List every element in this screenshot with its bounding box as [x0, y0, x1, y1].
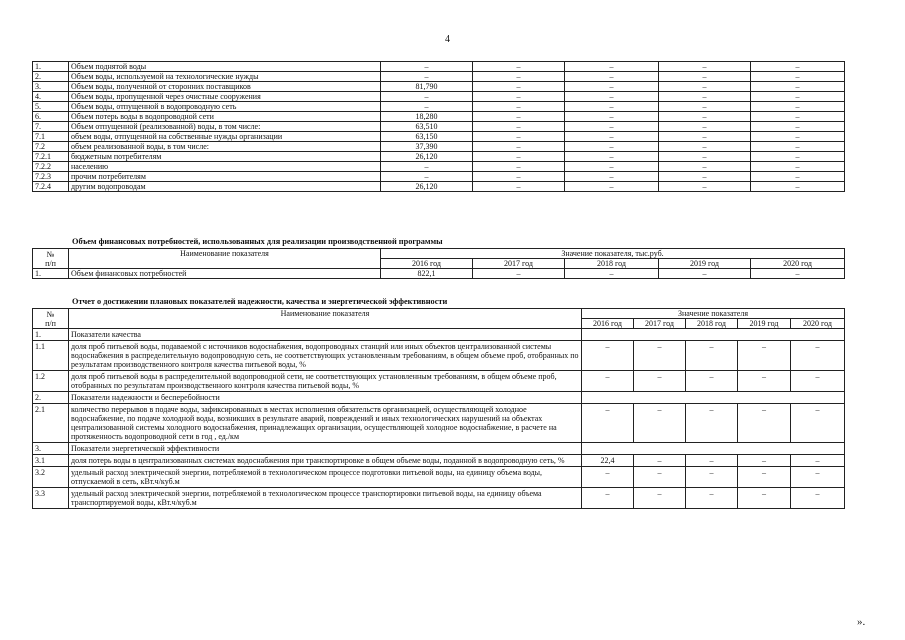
water-row	[33, 152, 845, 162]
water-row	[33, 102, 845, 112]
indicator-name: Объем воды, пропущенной через очистные сооружения	[69, 92, 381, 102]
indicators-table	[32, 308, 845, 509]
indicator-name: Показатели качества	[69, 329, 582, 341]
indicator-name: доля проб питьевой воды в распределительной водопроводной сети, не соответствующих установленным требованиям, в общем объеме проб, отобранных по результатам производственного контроля качества питьевой воды, %	[69, 371, 582, 392]
indicator-value: –	[565, 82, 659, 92]
indicator-value: –	[565, 92, 659, 102]
indicator-value: –	[565, 102, 659, 112]
indicator-value: –	[791, 467, 845, 488]
indicator-value: –	[582, 467, 634, 488]
water-row	[33, 182, 845, 192]
indicator-name: количество перерывов в подаче воды, зафиксированных в местах исполнения обязательств организацией, осуществляющей холодное водоснабжение, по подаче холодной воды, возникших в результате аварий, повреждений и иных технологических нарушений на объектах централизованной системы холодного водоснабжения, принадлежащих организации, осуществляющей холодное водоснабжение, в расчете на протяженность водопроводной сети в год , ед./км	[69, 404, 582, 443]
indicator-value: –	[473, 122, 565, 132]
indicator-value: –	[738, 455, 791, 467]
indicator-value: –	[565, 142, 659, 152]
year-header: 2020 год	[751, 259, 845, 269]
year-header: 2018 год	[686, 319, 738, 329]
indicator-row	[33, 467, 845, 488]
year-header: 2016 год	[582, 319, 634, 329]
indicator-value: –	[381, 72, 473, 82]
indicator-value: –	[381, 102, 473, 112]
indicator-value: 63,150	[381, 132, 473, 142]
indicator-value: –	[659, 172, 751, 182]
indicator-name: Объем поднятой воды	[69, 62, 381, 72]
indicator-value: –	[659, 82, 751, 92]
year-header: 2020 год	[791, 319, 845, 329]
indicator-value: –	[738, 488, 791, 509]
indicator-value: –	[751, 82, 845, 92]
row-number: 3.	[33, 443, 69, 455]
indicator-name: Объем отпущенной (реализованной) воды, в том числе:	[69, 122, 381, 132]
indicator-value: –	[565, 172, 659, 182]
indicator-value: –	[473, 62, 565, 72]
indicators-header-value: Значение показателя	[582, 309, 845, 319]
indicator-value: –	[582, 371, 634, 392]
indicator-value: –	[659, 92, 751, 102]
indicator-value: 26,120	[381, 182, 473, 192]
indicator-value: –	[738, 467, 791, 488]
indicator-value: –	[751, 92, 845, 102]
row-number: 3.2	[33, 467, 69, 488]
year-header: 2018 год	[565, 259, 659, 269]
indicator-value: –	[473, 142, 565, 152]
indicators-header-name: Наименование показателя	[69, 309, 582, 329]
finance-header-value: Значение показателя, тыс.руб.	[381, 249, 845, 259]
indicator-value: –	[473, 182, 565, 192]
indicator-value: –	[751, 152, 845, 162]
indicator-name: Объем финансовых потребностей	[69, 269, 381, 279]
indicator-value: –	[659, 112, 751, 122]
indicator-value: –	[791, 341, 845, 371]
indicator-value: –	[686, 467, 738, 488]
indicator-value: –	[751, 172, 845, 182]
indicator-name: Объем потерь воды в водопроводной сети	[69, 112, 381, 122]
indicator-value: –	[686, 488, 738, 509]
row-number: 4.	[33, 92, 69, 102]
indicator-value: –	[791, 455, 845, 467]
year-header: 2019 год	[738, 319, 791, 329]
indicator-value: –	[659, 269, 751, 279]
indicator-name: Объем воды, отпущенной в водопроводную сеть	[69, 102, 381, 112]
indicator-value: –	[751, 112, 845, 122]
indicator-value: –	[686, 455, 738, 467]
indicator-value: –	[791, 371, 845, 392]
indicator-value: 37,390	[381, 142, 473, 152]
water-row	[33, 112, 845, 122]
row-number: 1.1	[33, 341, 69, 371]
indicator-value: –	[473, 269, 565, 279]
report-section-title: Отчет о достижении плановых показателей надежности, качества и энергетической эффективности	[72, 297, 448, 306]
indicator-value: –	[686, 341, 738, 371]
indicator-value: –	[582, 341, 634, 371]
indicator-value: –	[381, 162, 473, 172]
finance-header-num: № п/п	[33, 249, 69, 269]
indicator-name: бюджетным потребителям	[69, 152, 381, 162]
indicator-value: –	[473, 112, 565, 122]
indicator-value: –	[565, 152, 659, 162]
water-row	[33, 132, 845, 142]
section-empty-cell	[582, 329, 845, 341]
row-number: 2.	[33, 392, 69, 404]
indicator-value: –	[791, 488, 845, 509]
water-row	[33, 142, 845, 152]
year-header: 2019 год	[659, 259, 751, 269]
indicator-value: –	[738, 341, 791, 371]
indicator-value: –	[686, 371, 738, 392]
indicator-value: 63,510	[381, 122, 473, 132]
indicator-value: –	[565, 112, 659, 122]
indicator-name: удельный расход электрической энергии, потребляемой в технологическом процессе подготовки питьевой воды, на единицу объема воды, отпускаемой в сеть, кВт.ч/куб.м	[69, 467, 582, 488]
row-number: 7.2.3	[33, 172, 69, 182]
indicator-name: доля проб питьевой воды, подаваемой с источников водоснабжения, водопроводных станций или иных объектов централизованной системы водоснабжения в распределительную водопроводную сеть, не соответствующих установленным требованиям, в общем объеме проб, отобранных по результатам производственного контроля качества питьевой воды, %	[69, 341, 582, 371]
indicator-value: –	[473, 82, 565, 92]
row-number: 1.	[33, 269, 69, 279]
indicator-name: объем реализованной воды, в том числе:	[69, 142, 381, 152]
indicator-value: 22,4	[582, 455, 634, 467]
indicator-value: –	[659, 132, 751, 142]
row-number: 3.1	[33, 455, 69, 467]
indicator-name: объем воды, отпущенной на собственные нужды организации	[69, 132, 381, 142]
indicator-value: 26,120	[381, 152, 473, 162]
row-number: 7.2.1	[33, 152, 69, 162]
indicator-value: –	[751, 182, 845, 192]
closing-quote: ».	[857, 616, 866, 628]
indicator-row	[33, 371, 845, 392]
water-row	[33, 82, 845, 92]
row-number: 5.	[33, 102, 69, 112]
section-empty-cell	[582, 443, 845, 455]
row-number: 7.1	[33, 132, 69, 142]
indicator-name: Показатели энергетической эффективности	[69, 443, 582, 455]
water-row	[33, 122, 845, 132]
indicator-row	[33, 341, 845, 371]
indicator-value: –	[565, 72, 659, 82]
indicator-value: –	[659, 182, 751, 192]
year-header: 2016 год	[381, 259, 473, 269]
indicator-name: населению	[69, 162, 381, 172]
indicator-value: –	[659, 72, 751, 82]
indicator-value: –	[738, 371, 791, 392]
indicator-value: –	[751, 102, 845, 112]
indicator-value: –	[659, 102, 751, 112]
water-volume-table	[32, 61, 845, 192]
indicator-name: удельный расход электрической энергии, потребляемой в технологическом процессе транспортировки питьевой воды, на единицу объема транспортируемой воды, кВт.ч/куб.м	[69, 488, 582, 509]
indicator-value: –	[686, 404, 738, 443]
indicator-value: –	[659, 152, 751, 162]
indicator-value: –	[473, 102, 565, 112]
indicator-value: –	[565, 269, 659, 279]
indicator-value: –	[381, 172, 473, 182]
indicator-value: –	[659, 162, 751, 172]
indicator-value: –	[659, 122, 751, 132]
indicator-value: –	[473, 72, 565, 82]
indicator-row	[33, 488, 845, 509]
indicator-value: –	[751, 62, 845, 72]
indicator-row	[33, 404, 845, 443]
year-header: 2017 год	[473, 259, 565, 269]
indicator-value: –	[473, 172, 565, 182]
water-row	[33, 92, 845, 102]
finance-header-name: Наименование показателя	[69, 249, 381, 269]
row-number: 2.1	[33, 404, 69, 443]
indicator-row	[33, 443, 845, 455]
indicator-name: прочим потребителям	[69, 172, 381, 182]
indicator-value: –	[751, 132, 845, 142]
indicator-value: –	[565, 132, 659, 142]
indicator-value: –	[473, 162, 565, 172]
indicator-value: –	[751, 72, 845, 82]
indicator-value: –	[659, 142, 751, 152]
indicator-value: –	[473, 132, 565, 142]
indicator-value: –	[738, 404, 791, 443]
row-number: 7.2.4	[33, 182, 69, 192]
water-row	[33, 162, 845, 172]
water-row	[33, 72, 845, 82]
section-empty-cell	[582, 392, 845, 404]
indicator-value: –	[634, 404, 686, 443]
indicator-row	[33, 455, 845, 467]
indicators-header-num: № п/п	[33, 309, 69, 329]
indicator-value: –	[634, 371, 686, 392]
year-header: 2017 год	[634, 319, 686, 329]
indicator-value: –	[634, 341, 686, 371]
row-number: 6.	[33, 112, 69, 122]
row-number: 7.2.2	[33, 162, 69, 172]
indicator-name: доля потерь воды в централизованных системах водоснабжения при транспортировке в общем объеме воды, поданной в водопроводную сеть, %	[69, 455, 582, 467]
indicator-value: 81,790	[381, 82, 473, 92]
indicator-name: Объем воды, используемой на технологические нужды	[69, 72, 381, 82]
row-number: 3.	[33, 82, 69, 92]
row-number: 7.	[33, 122, 69, 132]
row-number: 3.3	[33, 488, 69, 509]
water-row	[33, 172, 845, 182]
finance-row	[33, 269, 845, 279]
indicator-row	[33, 392, 845, 404]
indicator-name: Показатели надежности и бесперебойности	[69, 392, 582, 404]
indicator-value: –	[565, 162, 659, 172]
indicator-value: –	[751, 122, 845, 132]
indicator-value: –	[634, 455, 686, 467]
row-number: 1.	[33, 329, 69, 341]
indicator-value: –	[791, 404, 845, 443]
indicator-value: –	[634, 488, 686, 509]
finance-table	[32, 248, 845, 279]
water-row	[33, 62, 845, 72]
row-number: 2.	[33, 72, 69, 82]
indicator-value: –	[473, 152, 565, 162]
indicator-value: –	[634, 467, 686, 488]
indicator-name: Объем воды, полученной от сторонних поставщиков	[69, 82, 381, 92]
indicator-value: –	[582, 404, 634, 443]
indicator-value: –	[659, 62, 751, 72]
indicator-value: –	[381, 62, 473, 72]
indicator-value: –	[751, 142, 845, 152]
indicator-value: –	[751, 269, 845, 279]
indicator-value: –	[473, 92, 565, 102]
indicator-name: другим водопроводам	[69, 182, 381, 192]
indicator-value: 18,280	[381, 112, 473, 122]
finance-section-title: Объем финансовых потребностей, использованных для реализации производственной программы	[72, 237, 443, 246]
indicator-value: –	[381, 92, 473, 102]
indicator-value: 822,1	[381, 269, 473, 279]
page-number: 4	[445, 34, 450, 45]
indicator-row	[33, 329, 845, 341]
row-number: 1.	[33, 62, 69, 72]
row-number: 7.2	[33, 142, 69, 152]
indicator-value: –	[751, 162, 845, 172]
indicator-value: –	[565, 62, 659, 72]
indicator-value: –	[582, 488, 634, 509]
indicator-value: –	[565, 182, 659, 192]
row-number: 1.2	[33, 371, 69, 392]
indicator-value: –	[565, 122, 659, 132]
